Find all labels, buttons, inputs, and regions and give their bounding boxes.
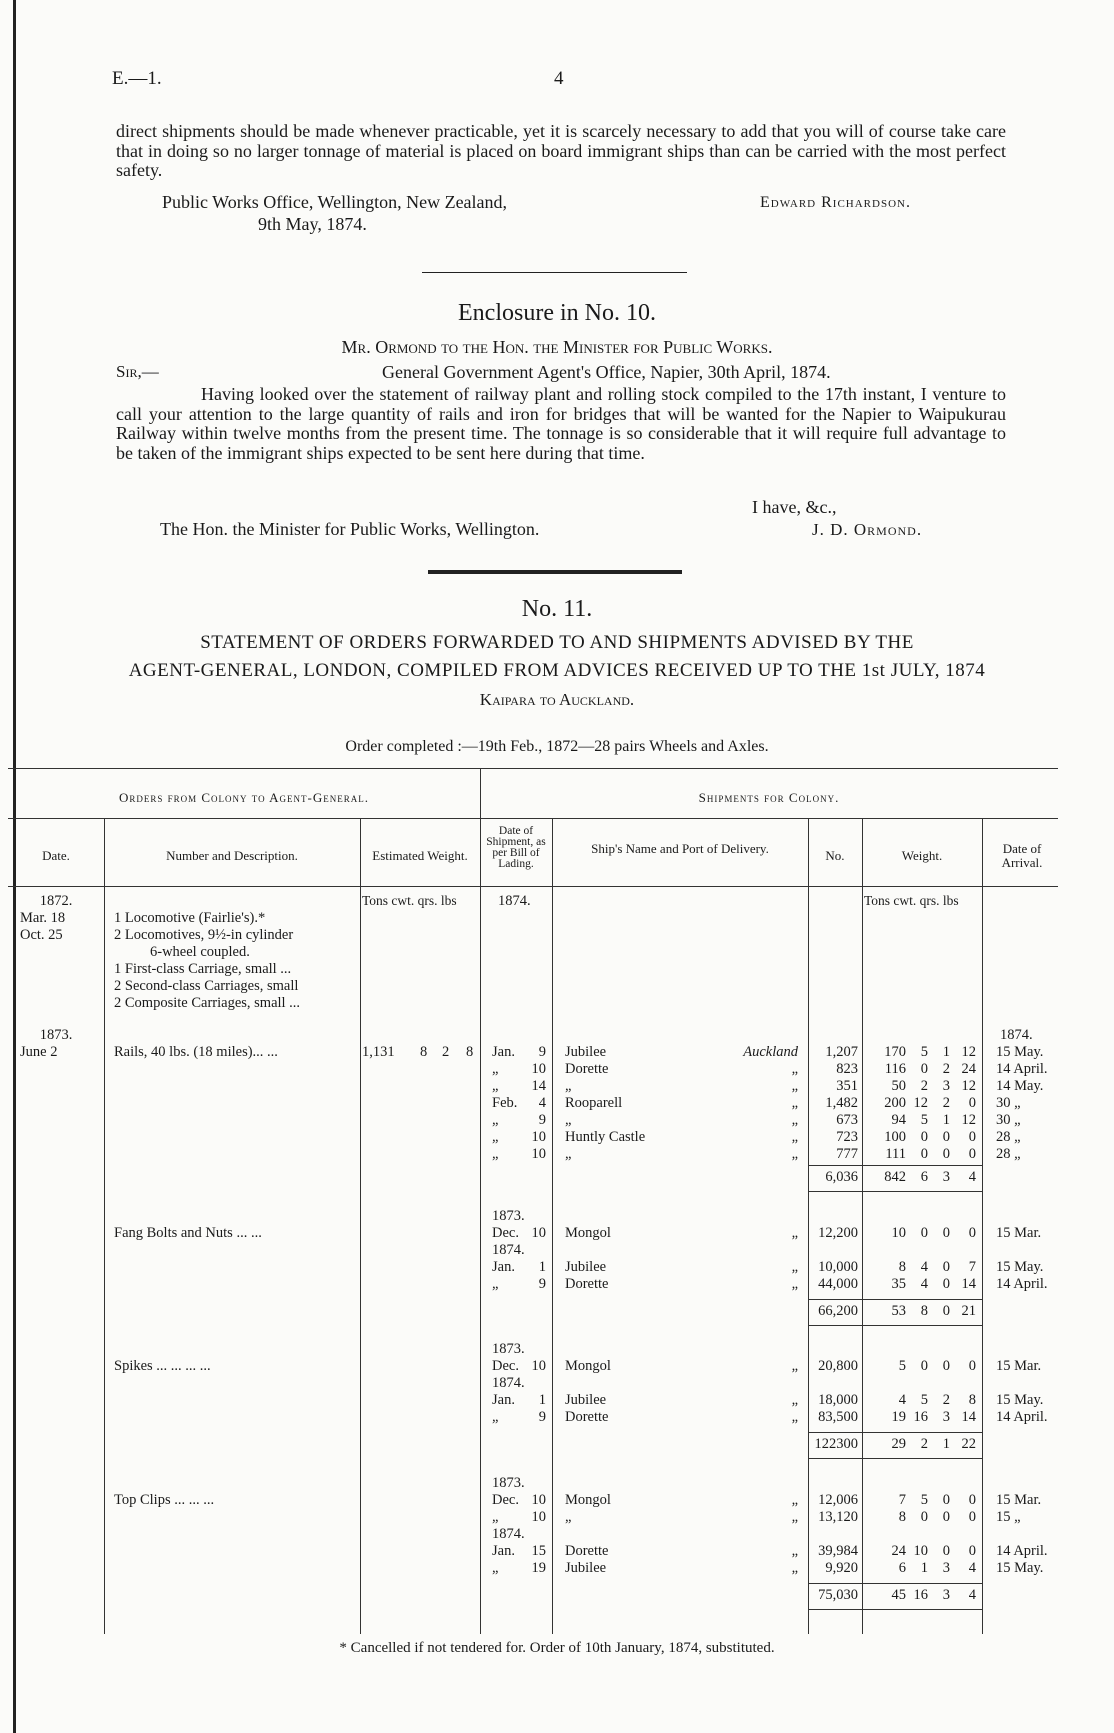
subtotal-rule [808,1609,982,1610]
shipment-weight-lbs: 0 [968,1095,976,1111]
shipment-weight-tons: 8 [898,1509,906,1525]
ship-name: Rooparell [565,1095,623,1111]
shipment-number: 9,920 [825,1560,858,1576]
shipment-day: 15 [531,1543,546,1559]
rails-description: Rails, 40 lbs. (18 miles)... ... [114,1044,278,1060]
col-divider-desc [360,818,361,1634]
arrival-year: 1874. [1000,1027,1033,1043]
enclosure-title: Enclosure in No. 10. [458,300,656,326]
shipment-number: 12,006 [818,1492,858,1508]
port-of-delivery: „ [791,1146,798,1162]
port-of-delivery: „ [791,1409,798,1425]
arrival-date: 15 Mar. [996,1225,1042,1241]
shipment-day: 9 [538,1409,546,1425]
ship-name: „ [565,1078,572,1094]
ship-name: Jubilee [565,1560,607,1576]
shipment-weight-qrs: 2 [942,1392,950,1408]
shipment-month: Jan. [492,1543,515,1559]
shipment-number: 673 [836,1112,858,1128]
enclosure-subtitle: Mr. Ormond to the Hon. the Minister for Public Works. [341,337,773,357]
shipment-weight-lbs: 14 [961,1409,976,1425]
arrival-date: 15 May. [996,1259,1044,1275]
shipment-number: 1,482 [825,1095,858,1111]
shipment-weight-cwt: 0 [920,1358,928,1374]
shipment-day: 1 [538,1259,546,1275]
shipment-year-label: 1873. [492,1475,525,1491]
shipment-day: 10 [531,1509,546,1525]
shipment-day: 4 [538,1095,546,1111]
shipment-number: 723 [836,1129,858,1145]
rails-est-qrs: 2 [442,1044,450,1060]
ship-name: Mongol [565,1492,611,1508]
shipment-weight-qrs: 2 [942,1095,950,1111]
shipment-weight-cwt: 2 [920,1078,928,1094]
ship-name: „ [565,1112,572,1128]
ship-name: Dorette [565,1276,609,1292]
shipment-month: Jan. [492,1392,515,1408]
group-header-rule [8,818,1058,819]
rails-total-weight-cwt: 6 [920,1169,928,1185]
shipment-number: 18,000 [818,1392,858,1408]
shipment-number: 777 [836,1146,858,1162]
shipment-weight-lbs: 0 [968,1509,976,1525]
ship-name: „ [565,1509,572,1525]
page-number: 4 [554,68,564,89]
shipment-weight-lbs: 14 [961,1276,976,1292]
shipment-weight-lbs: 0 [968,1225,976,1241]
shipment-weight-cwt: 1 [920,1560,928,1576]
salutation: Sir,— [116,362,159,381]
arrival-date: 30 „ [996,1112,1021,1128]
subtotal-rule [808,1191,982,1192]
shipment-day: 10 [531,1358,546,1374]
shipment-weight-tons: 200 [884,1095,906,1111]
header-estimated-weight: Estimated Weight. [372,848,468,863]
shipment-weight-tons: 10 [891,1225,906,1241]
shipment-weight-cwt: 0 [920,1129,928,1145]
clips-total-weight-tons: 45 [891,1587,906,1603]
rails-est-cwt: 8 [420,1044,428,1060]
intro-paragraph: direct shipments should be made whenever practicable, yet it is scarcely necessary to add that you will of course take care that in doing so no larger tonnage of material is placed on board immigrant ships than can be carried with the most perfect safety. [116,121,1006,180]
fang-total-weight-lbs: 21 [961,1303,976,1319]
shipment-weight-qrs: 3 [942,1078,950,1094]
shipment-month: Dec. [492,1358,519,1374]
port-of-delivery: „ [791,1129,798,1145]
subtotal-rule [808,1299,982,1300]
shipment-day: 10 [531,1225,546,1241]
statement-heading-line1: STATEMENT OF ORDERS FORWARDED TO AND SHIPMENTS ADVISED BY THE [200,632,914,653]
shipment-month: „ [492,1276,499,1292]
rails-total-number: 6,036 [825,1169,858,1185]
spikes-total-weight-lbs: 22 [961,1436,976,1452]
shipment-number: 351 [836,1078,858,1094]
clips-total-weight-lbs: 4 [968,1587,976,1603]
shipment-number: 10,000 [818,1259,858,1275]
arrival-date: 15 May. [996,1044,1044,1060]
arrival-date: 15 „ [996,1509,1021,1525]
shipment-weight-qrs: 0 [942,1225,950,1241]
order-completed-note: Order completed :—19th Feb., 1872—28 pairs Wheels and Axles. [345,738,769,755]
letter-signature: J. D. Ormond. [812,520,923,539]
table-top-rule [8,768,1058,769]
spikes-description: Spikes ... ... ... ... [114,1358,211,1374]
col-divider-weight [982,818,983,1634]
rails-total-weight-qrs: 3 [942,1169,950,1185]
letter-closing: I have, &c., [752,497,837,517]
spikes-total-weight-qrs: 1 [942,1436,950,1452]
port-of-delivery: „ [791,1392,798,1408]
header-shipment-date: Date of Shipment, as per Bill of Lading. [486,825,546,870]
header-description: Number and Description. [166,848,298,863]
shipment-weight-cwt: 0 [920,1225,928,1241]
statement-heading-line2: AGENT-GENERAL, LONDON, COMPILED FROM ADVICES RECEIVED UP TO THE 1st JULY, 1874 [128,660,986,681]
rails-year: 1873. [39,1027,73,1043]
no11-title: No. 11. [521,596,593,622]
intro-place: Public Works Office, Wellington, New Zealand, [162,192,508,212]
shipment-day: 10 [531,1061,546,1077]
fang-total-weight-qrs: 0 [942,1303,950,1319]
order-line-coupled: 6-wheel coupled. [150,944,250,960]
shipment-weight-qrs: 0 [942,1259,950,1275]
rails-est-lbs: 8 [466,1044,474,1060]
shipment-month: Feb. [492,1095,518,1111]
spikes-total-weight-tons: 29 [891,1436,906,1452]
orders-1872-date2: Oct. 25 [20,927,63,943]
shipment-weight-qrs: 0 [942,1358,950,1374]
shipment-weight-qrs: 0 [942,1146,950,1162]
ship-name: Dorette [565,1061,609,1077]
ship-name: Huntly Castle [565,1129,646,1145]
shipment-year: 1874. [498,893,531,909]
port-of-delivery: „ [791,1078,798,1094]
shipment-month: „ [492,1112,499,1128]
ship-name: Dorette [565,1409,609,1425]
shipment-year-label: 1874. [492,1526,525,1542]
weight-units: Tons cwt. qrs. lbs [864,893,959,908]
arrival-date: 28 „ [996,1129,1021,1145]
shipment-number: 13,120 [818,1509,858,1525]
shipment-number: 823 [836,1061,858,1077]
col-divider-no [862,818,863,1634]
arrival-date: 15 May. [996,1560,1044,1576]
fang-total-weight-tons: 53 [891,1303,906,1319]
shipment-weight-cwt: 16 [913,1409,928,1425]
port-of-delivery: „ [791,1358,798,1374]
shipment-weight-qrs: 0 [942,1276,950,1292]
shipment-day: 14 [531,1078,546,1094]
arrival-date: 14 April. [996,1276,1048,1292]
shipment-weight-tons: 94 [891,1112,906,1128]
document-reference: E.—1. [112,68,162,89]
shipment-day: 9 [538,1112,546,1128]
shipment-weight-lbs: 0 [968,1543,976,1559]
port-of-delivery: „ [791,1061,798,1077]
shipment-weight-cwt: 5 [920,1392,928,1408]
shipment-weight-tons: 6 [898,1560,906,1576]
subtotal-rule [808,1165,982,1166]
shipment-weight-lbs: 8 [968,1392,976,1408]
port-of-delivery: „ [791,1543,798,1559]
shipment-weight-qrs: 0 [942,1509,950,1525]
arrival-date: 15 May. [996,1392,1044,1408]
shipment-number: 12,200 [818,1225,858,1241]
shipment-weight-lbs: 12 [961,1112,976,1128]
arrival-date: 14 April. [996,1061,1048,1077]
orders-1872-date1: Mar. 18 [20,910,66,926]
shipment-year-label: 1873. [492,1341,525,1357]
rails-est-tons: 1,131 [362,1044,395,1060]
ship-name: Mongol [565,1225,611,1241]
shipment-weight-qrs: 0 [942,1492,950,1508]
shipment-weight-cwt: 5 [920,1044,928,1060]
shipment-day: 10 [531,1146,546,1162]
header-date: Date. [42,848,70,863]
port-of-delivery: „ [791,1225,798,1241]
shipment-weight-cwt: 0 [920,1509,928,1525]
shipment-weight-tons: 116 [884,1061,906,1077]
port-of-delivery: „ [791,1560,798,1576]
fang-total-number: 66,200 [818,1303,858,1319]
header-arrival: Date of Arrival. [1001,841,1043,870]
arrival-date: 14 May. [996,1078,1044,1094]
arrival-date: 14 April. [996,1543,1048,1559]
shipment-weight-tons: 5 [898,1358,906,1374]
shipment-weight-tons: 100 [884,1129,906,1145]
shipment-weight-qrs: 3 [942,1560,950,1576]
shipment-weight-lbs: 0 [968,1146,976,1162]
shipment-month: „ [492,1061,499,1077]
shipment-month: Jan. [492,1259,515,1275]
ship-name: „ [565,1146,572,1162]
footnote: * Cancelled if not tendered for. Order of 10th January, 1874, substituted. [339,1640,775,1656]
subtotal-rule [808,1583,982,1584]
subtotal-rule [808,1458,982,1459]
col-divider-shipdate [552,818,553,1634]
route-title: Kaipara to Auckland. [479,690,635,709]
shipment-month: „ [492,1078,499,1094]
shipment-weight-cwt: 4 [920,1276,928,1292]
shipment-weight-qrs: 0 [942,1129,950,1145]
arrival-date: 30 „ [996,1095,1021,1111]
shipment-month: Dec. [492,1225,519,1241]
order-line-locomotives: 2 Locomotives, 9½-in cylinder [114,927,294,943]
subtotal-rule [808,1432,982,1433]
header-weight: Weight. [901,848,943,863]
shipment-weight-lbs: 7 [968,1259,976,1275]
shipment-weight-tons: 8 [898,1259,906,1275]
shipment-weight-tons: 170 [884,1044,906,1060]
shipment-month: „ [492,1509,499,1525]
fang-total-weight-cwt: 8 [920,1303,928,1319]
shipment-weight-qrs: 3 [942,1409,950,1425]
letter-body: Having looked over the statement of railway plant and rolling stock compiled to the 17th instant, I venture to call your attention to the large quantity of rails and iron for bridges that will be wanted for the Napier to Waipukurau Railway within twelve months from the present time. The tonnage is so considerable that it will require full advantage to be taken of the immigrant ships expected to be sent here during that time. [116,384,1006,463]
order-line-first-class: 1 First-class Carriage, small ... [114,961,292,977]
group-shipments-label: Shipments for Colony. [698,790,840,805]
shipment-month: Dec. [492,1492,519,1508]
shipment-weight-cwt: 12 [913,1095,928,1111]
shipment-day: 10 [531,1129,546,1145]
shipment-number: 39,984 [818,1543,858,1559]
ship-name: Dorette [565,1543,609,1559]
ship-name: Jubilee [565,1259,607,1275]
order-line-locomotive: 1 Locomotive (Fairlie's).* [114,910,266,926]
shipment-weight-qrs: 1 [942,1044,950,1060]
group-divider [480,768,481,1634]
column-header-rule [8,886,1058,887]
shipment-weight-lbs: 24 [961,1061,976,1077]
spikes-total-number: 122300 [814,1436,858,1452]
shipment-day: 9 [538,1044,546,1060]
shipment-month: „ [492,1409,499,1425]
shipment-weight-lbs: 12 [961,1044,976,1060]
shipment-day: 1 [538,1392,546,1408]
letter-address: General Government Agent's Office, Napier, 30th April, 1874. [382,362,831,382]
port-of-delivery: „ [791,1112,798,1128]
shipment-weight-cwt: 0 [920,1146,928,1162]
shipment-year-label: 1874. [492,1375,525,1391]
intro-date: 9th May, 1874. [258,214,367,234]
spikes-total-weight-cwt: 2 [920,1436,928,1452]
shipment-weight-cwt: 10 [913,1543,928,1559]
clips-total-weight-qrs: 3 [942,1587,950,1603]
est-weight-units: Tons cwt. qrs. lbs [362,893,457,908]
port-of-delivery: „ [791,1276,798,1292]
shipment-weight-lbs: 0 [968,1129,976,1145]
shipment-number: 20,800 [818,1358,858,1374]
shipment-weight-cwt: 0 [920,1061,928,1077]
shipment-day: 19 [531,1560,546,1576]
port-of-delivery: „ [791,1509,798,1525]
shipment-weight-tons: 35 [891,1276,906,1292]
port-of-delivery: „ [791,1492,798,1508]
arrival-date: 15 Mar. [996,1492,1042,1508]
shipment-number: 44,000 [818,1276,858,1292]
shipment-weight-tons: 4 [898,1392,906,1408]
subtotal-rule [808,1325,982,1326]
shipment-day: 10 [531,1492,546,1508]
shipment-weight-qrs: 1 [942,1112,950,1128]
arrival-date: 15 Mar. [996,1358,1042,1374]
rails-total-weight-lbs: 4 [968,1169,976,1185]
header-number: No. [825,848,845,863]
group-orders-label: Orders from Colony to Agent-General. [118,790,370,805]
shipment-month: „ [492,1129,499,1145]
arrival-date: 14 April. [996,1409,1048,1425]
header-ship-name: Ship's Name and Port of Delivery. [591,841,769,856]
shipment-weight-tons: 7 [898,1492,906,1508]
order-line-composite: 2 Composite Carriages, small ... [114,995,301,1011]
shipment-weight-qrs: 0 [942,1543,950,1559]
clips-total-number: 75,030 [818,1587,858,1603]
shipment-weight-lbs: 0 [968,1492,976,1508]
arrival-date: 28 „ [996,1146,1021,1162]
shipment-weight-tons: 24 [891,1543,906,1559]
shipment-weight-qrs: 2 [942,1061,950,1077]
letter-addressee: The Hon. the Minister for Public Works, Wellington. [160,519,540,539]
ship-name: Jubilee [565,1392,607,1408]
clips-description: Top Clips ... ... ... [114,1492,215,1508]
rails-order-date: June 2 [20,1044,58,1060]
ship-name: Mongol [565,1358,611,1374]
shipment-weight-lbs: 4 [968,1560,976,1576]
shipment-day: 9 [538,1276,546,1292]
shipment-weight-lbs: 0 [968,1358,976,1374]
rails-total-weight-tons: 842 [884,1169,906,1185]
shipment-month: Jan. [492,1044,515,1060]
fang-description: Fang Bolts and Nuts ... ... [114,1225,262,1241]
port-of-delivery: „ [791,1259,798,1275]
shipment-month: „ [492,1560,499,1576]
shipment-number: 1,207 [825,1044,858,1060]
shipment-weight-lbs: 12 [961,1078,976,1094]
port-of-delivery: Auckland [743,1044,798,1060]
col-divider-date [104,818,105,1634]
order-line-second-class: 2 Second-class Carriages, small [114,978,299,994]
shipment-weight-cwt: 4 [920,1259,928,1275]
shipment-weight-tons: 50 [891,1078,906,1094]
shipment-year-label: 1874. [492,1242,525,1258]
port-of-delivery: „ [791,1095,798,1111]
shipment-weight-cwt: 5 [920,1492,928,1508]
shipment-weight-cwt: 5 [920,1112,928,1128]
clips-total-weight-cwt: 16 [913,1587,928,1603]
orders-1872-year: 1872. [39,893,73,909]
shipment-weight-tons: 111 [885,1146,906,1162]
shipment-year-label: 1873. [492,1208,525,1224]
intro-signature: Edward Richardson. [760,194,911,211]
shipment-weight-tons: 19 [891,1409,906,1425]
ship-name: Jubilee [565,1044,607,1060]
shipment-month: „ [492,1146,499,1162]
shipment-number: 83,500 [818,1409,858,1425]
